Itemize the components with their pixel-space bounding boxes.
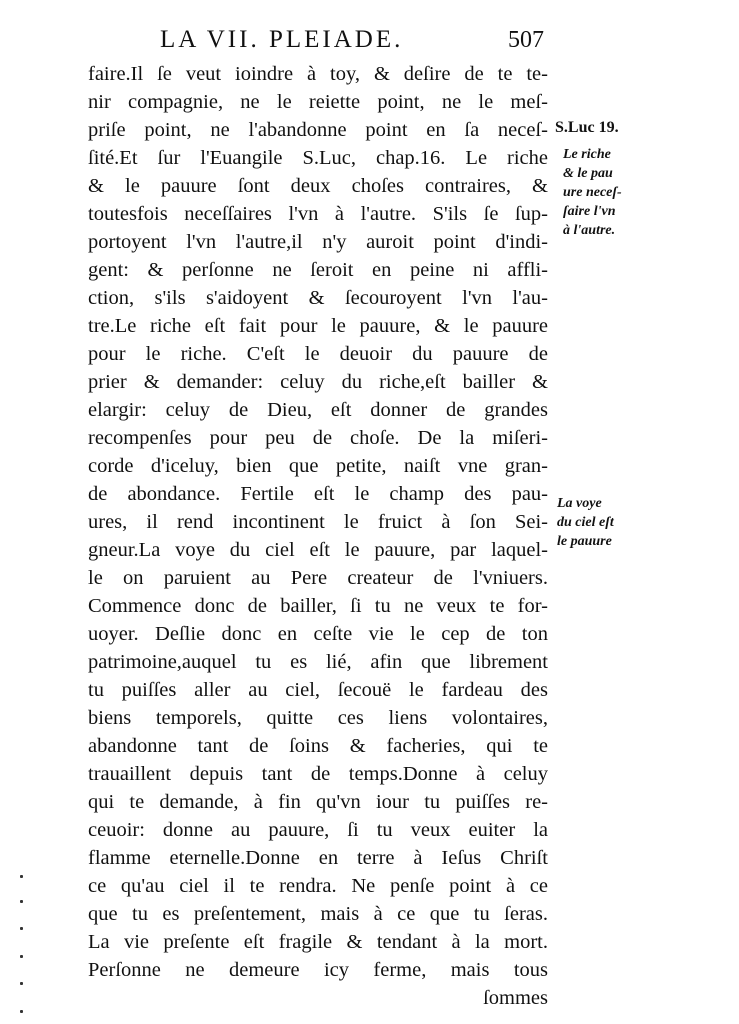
text-line: gent: & perſonne ne ſeroit en peine ni affli-: [88, 259, 548, 281]
text-line: pour le riche. C'eſt le deuoir du pauure de: [88, 343, 548, 365]
text-line: Perſonne ne demeure icy ferme, mais tous: [88, 959, 548, 981]
text-line: elargir: celuy de Dieu, eſt donner de grandes: [88, 399, 548, 421]
text-line: ures, il rend incontinent le fruict à ſon Sei-: [88, 511, 548, 533]
text-line: toutesfois neceſſaires l'vn à l'autre. S'ils ſe ſup-: [88, 203, 548, 225]
text-line: abandonne tant de ſoins & facheries, qui te: [88, 735, 548, 757]
text-line: & le pauure ſont deux choſes contraires, &: [88, 175, 548, 197]
margin-note-line: & le pau: [563, 166, 613, 181]
text-line: ce qu'au ciel il te rendra. Ne penſe point à ce: [88, 875, 548, 897]
margin-note-line: La voye: [557, 496, 602, 511]
margin-note-way-of-heaven: [557, 494, 647, 551]
text-line: ceuoir: donne au pauure, ſi tu veux euiter la: [88, 819, 548, 841]
margin-note-line: à l'autre.: [563, 223, 616, 238]
text-line: ſité.Et ſur l'Euangile S.Luc, chap.16. Le riche: [88, 147, 548, 169]
text-line: qui te demande, à fin qu'vn iour tu puiſſes re-: [88, 791, 548, 813]
text-line: Commence donc de bailler, ſi tu ne veux te for-: [88, 595, 548, 617]
text-line: faire.Il ſe veut ioindre à toy, & deſire de te te-: [88, 63, 548, 85]
gutter-mark: [20, 1010, 23, 1013]
text-line: trauaillent depuis tant de temps.Donne à celuy: [88, 763, 548, 785]
margin-reference: S.Luc 19.: [555, 119, 619, 136]
margin-note-line: Le riche: [563, 147, 611, 162]
running-head: LA VII. PLEIADE.: [160, 26, 404, 53]
text-line: portoyent l'vn l'autre,il n'y auroit point d'indi-: [88, 231, 548, 253]
text-line: tu puiſſes aller au ciel, ſecouë le fardeau des: [88, 679, 548, 701]
text-line: ction, s'ils s'aidoyent & ſecouroyent l'vn l'au-: [88, 287, 548, 309]
text-line: La vie preſente eſt fragile & tendant à la mort.: [88, 931, 548, 953]
gutter-mark: [20, 955, 23, 958]
text-line: nir compagnie, ne le reiette point, ne le meſ-: [88, 91, 548, 113]
text-line: le on paruient au Pere createur de l'vniuers.: [88, 567, 548, 589]
text-line: biens temporels, quitte ces liens volontaires,: [88, 707, 548, 729]
margin-note-rich-poor: [563, 145, 643, 240]
catchword: ſommes: [483, 987, 548, 1009]
margin-note-line: ure neceſ-: [563, 185, 622, 200]
text-line: patrimoine,auquel tu es lié, afin que librement: [88, 651, 548, 673]
gutter-mark: [20, 900, 23, 903]
margin-note-line: ſaire l'vn: [563, 204, 616, 219]
text-line: priſe point, ne l'abandonne point en ſa neceſ-: [88, 119, 548, 141]
text-line: de abondance. Fertile eſt le champ des pau-: [88, 483, 548, 505]
text-line: uoyer. Deſlie donc en ceſte vie le cep de ton: [88, 623, 548, 645]
page-number: 507: [508, 27, 544, 53]
gutter-marks: [20, 875, 26, 1015]
text-line: tre.Le riche eſt fait pour le pauure, & le pauure: [88, 315, 548, 337]
gutter-mark: [20, 927, 23, 930]
gutter-mark: [20, 875, 23, 878]
gutter-mark: [20, 982, 23, 985]
text-line: recompenſes pour peu de choſe. De la miſeri-: [88, 427, 548, 449]
text-line: que tu es preſentement, mais à ce que tu ſeras.: [88, 903, 548, 925]
text-line: prier & demander: celuy du riche,eſt bailler &: [88, 371, 548, 393]
text-line: flamme eternelle.Donne en terre à Ieſus Chriſt: [88, 847, 548, 869]
margin-note-line: le pauure: [557, 534, 612, 549]
text-line: corde d'iceluy, bien que petite, naiſt vne gran-: [88, 455, 548, 477]
margin-note-line: du ciel eſt: [557, 515, 614, 530]
text-line: gneur.La voye du ciel eſt le pauure, par laquel-: [88, 539, 548, 561]
